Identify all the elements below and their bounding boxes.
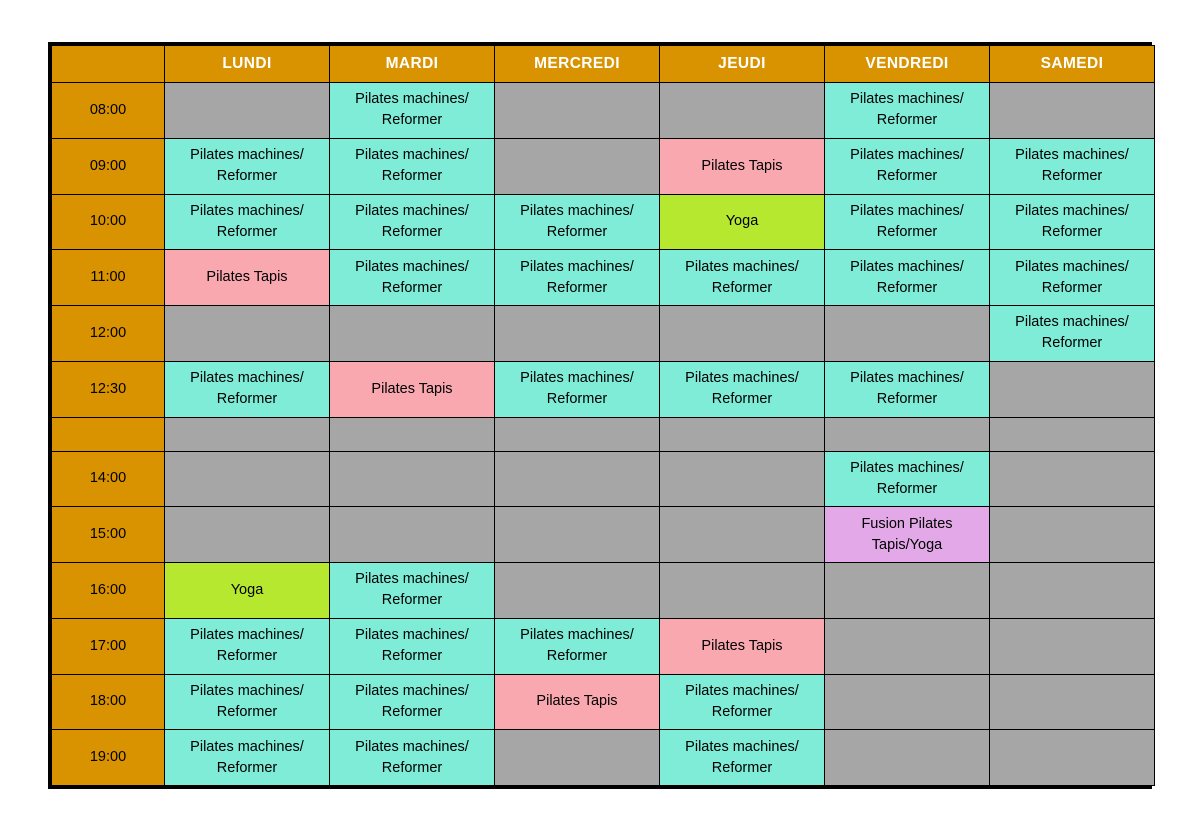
class-cell-empty (825, 417, 990, 451)
schedule-row (52, 618, 1155, 674)
class-cell[interactable]: Pilates machines/ Reformer (660, 730, 825, 786)
class-cell[interactable]: Pilates machines/ Reformer (825, 361, 990, 417)
class-cell-empty (825, 730, 990, 786)
time-label: 19:00 (52, 730, 165, 786)
class-cell-empty (825, 563, 990, 619)
class-cell[interactable]: Pilates Tapis (660, 138, 825, 194)
schedule-row (52, 194, 1155, 250)
class-cell[interactable]: Pilates machines/ Reformer (495, 361, 660, 417)
class-cell[interactable]: Pilates machines/ Reformer (495, 194, 660, 250)
class-cell[interactable]: Pilates machines/ Reformer (825, 250, 990, 306)
schedule-row (52, 730, 1155, 786)
time-label: 17:00 (52, 618, 165, 674)
class-cell-empty (495, 563, 660, 619)
class-cell[interactable]: Pilates machines/ Reformer (330, 674, 495, 730)
time-label: 16:00 (52, 563, 165, 619)
class-cell-empty (825, 674, 990, 730)
class-cell[interactable]: Pilates machines/ Reformer (990, 194, 1155, 250)
class-cell[interactable]: Pilates machines/ Reformer (990, 250, 1155, 306)
class-cell-empty (660, 507, 825, 563)
class-cell[interactable]: Pilates machines/ Reformer (330, 250, 495, 306)
column-header-vendredi: VENDREDI (825, 46, 990, 83)
schedule-row (52, 507, 1155, 563)
class-cell-empty (165, 417, 330, 451)
class-cell[interactable]: Pilates Tapis (660, 618, 825, 674)
class-cell-empty (165, 451, 330, 507)
class-cell-empty (990, 451, 1155, 507)
time-label: 12:00 (52, 306, 165, 362)
class-cell[interactable]: Pilates Tapis (165, 250, 330, 306)
class-cell-empty (330, 306, 495, 362)
class-cell[interactable]: Pilates machines/ Reformer (330, 563, 495, 619)
class-cell-empty (330, 417, 495, 451)
class-cell[interactable]: Pilates machines/ Reformer (660, 250, 825, 306)
class-cell[interactable]: Fusion Pilates Tapis/Yoga (825, 507, 990, 563)
class-cell[interactable]: Yoga (660, 194, 825, 250)
class-cell-empty (495, 451, 660, 507)
time-label: 12:30 (52, 361, 165, 417)
time-label: 18:00 (52, 674, 165, 730)
class-cell[interactable]: Pilates machines/ Reformer (330, 194, 495, 250)
time-label: 08:00 (52, 83, 165, 139)
schedule-row (52, 83, 1155, 139)
class-cell[interactable]: Pilates machines/ Reformer (825, 451, 990, 507)
class-cell-empty (660, 417, 825, 451)
schedule-row (52, 674, 1155, 730)
class-cell-empty (495, 306, 660, 362)
class-cell-empty (660, 451, 825, 507)
class-cell-empty (990, 674, 1155, 730)
class-cell-empty (825, 618, 990, 674)
class-cell[interactable]: Yoga (165, 563, 330, 619)
schedule-row (52, 451, 1155, 507)
class-cell-empty (990, 730, 1155, 786)
class-cell[interactable]: Pilates machines/ Reformer (330, 83, 495, 139)
class-cell[interactable]: Pilates machines/ Reformer (165, 361, 330, 417)
class-cell[interactable]: Pilates machines/ Reformer (330, 618, 495, 674)
class-cell-empty (495, 83, 660, 139)
time-label (52, 417, 165, 451)
class-cell[interactable]: Pilates machines/ Reformer (165, 194, 330, 250)
class-cell-empty (660, 563, 825, 619)
class-cell[interactable]: Pilates machines/ Reformer (330, 138, 495, 194)
schedule-row (52, 138, 1155, 194)
column-header-samedi: SAMEDI (990, 46, 1155, 83)
class-cell-empty (330, 451, 495, 507)
schedule-header (52, 46, 1155, 83)
class-cell[interactable]: Pilates machines/ Reformer (660, 361, 825, 417)
class-cell-empty (990, 618, 1155, 674)
class-cell[interactable]: Pilates machines/ Reformer (660, 674, 825, 730)
class-cell-empty (660, 306, 825, 362)
class-cell-empty (495, 507, 660, 563)
class-cell[interactable]: Pilates machines/ Reformer (990, 138, 1155, 194)
time-label: 10:00 (52, 194, 165, 250)
header-corner-cell (52, 46, 165, 83)
class-cell[interactable]: Pilates Tapis (495, 674, 660, 730)
class-cell-empty (165, 306, 330, 362)
class-cell[interactable]: Pilates machines/ Reformer (825, 194, 990, 250)
time-label: 09:00 (52, 138, 165, 194)
time-label: 11:00 (52, 250, 165, 306)
time-label: 14:00 (52, 451, 165, 507)
class-cell-empty (495, 730, 660, 786)
class-cell[interactable]: Pilates Tapis (330, 361, 495, 417)
class-cell[interactable]: Pilates machines/ Reformer (990, 306, 1155, 362)
class-cell-empty (990, 563, 1155, 619)
column-header-lundi: LUNDI (165, 46, 330, 83)
class-cell[interactable]: Pilates machines/ Reformer (330, 730, 495, 786)
class-cell-empty (165, 507, 330, 563)
schedule-row (52, 361, 1155, 417)
class-cell[interactable]: Pilates machines/ Reformer (825, 83, 990, 139)
class-cell-empty (990, 507, 1155, 563)
header-row (52, 46, 1155, 83)
schedule-body (52, 83, 1155, 786)
class-cell-empty (330, 507, 495, 563)
weekly-schedule (48, 42, 1152, 789)
class-cell-empty (165, 83, 330, 139)
schedule-row (52, 563, 1155, 619)
column-header-jeudi: JEUDI (660, 46, 825, 83)
schedule-row (52, 250, 1155, 306)
class-cell[interactable]: Pilates machines/ Reformer (165, 138, 330, 194)
column-header-mercredi: MERCREDI (495, 46, 660, 83)
column-header-mardi: MARDI (330, 46, 495, 83)
class-cell[interactable]: Pilates machines/ Reformer (495, 250, 660, 306)
schedule-table (51, 45, 1155, 786)
schedule-row (52, 306, 1155, 362)
time-label: 15:00 (52, 507, 165, 563)
class-cell[interactable]: Pilates machines/ Reformer (495, 618, 660, 674)
class-cell-empty (990, 361, 1155, 417)
class-cell-empty (495, 138, 660, 194)
class-cell[interactable]: Pilates machines/ Reformer (165, 674, 330, 730)
class-cell[interactable]: Pilates machines/ Reformer (825, 138, 990, 194)
class-cell-empty (825, 306, 990, 362)
class-cell-empty (990, 83, 1155, 139)
class-cell-empty (990, 417, 1155, 451)
class-cell[interactable]: Pilates machines/ Reformer (165, 730, 330, 786)
schedule-row (52, 417, 1155, 451)
class-cell[interactable]: Pilates machines/ Reformer (165, 618, 330, 674)
class-cell-empty (495, 417, 660, 451)
class-cell-empty (660, 83, 825, 139)
